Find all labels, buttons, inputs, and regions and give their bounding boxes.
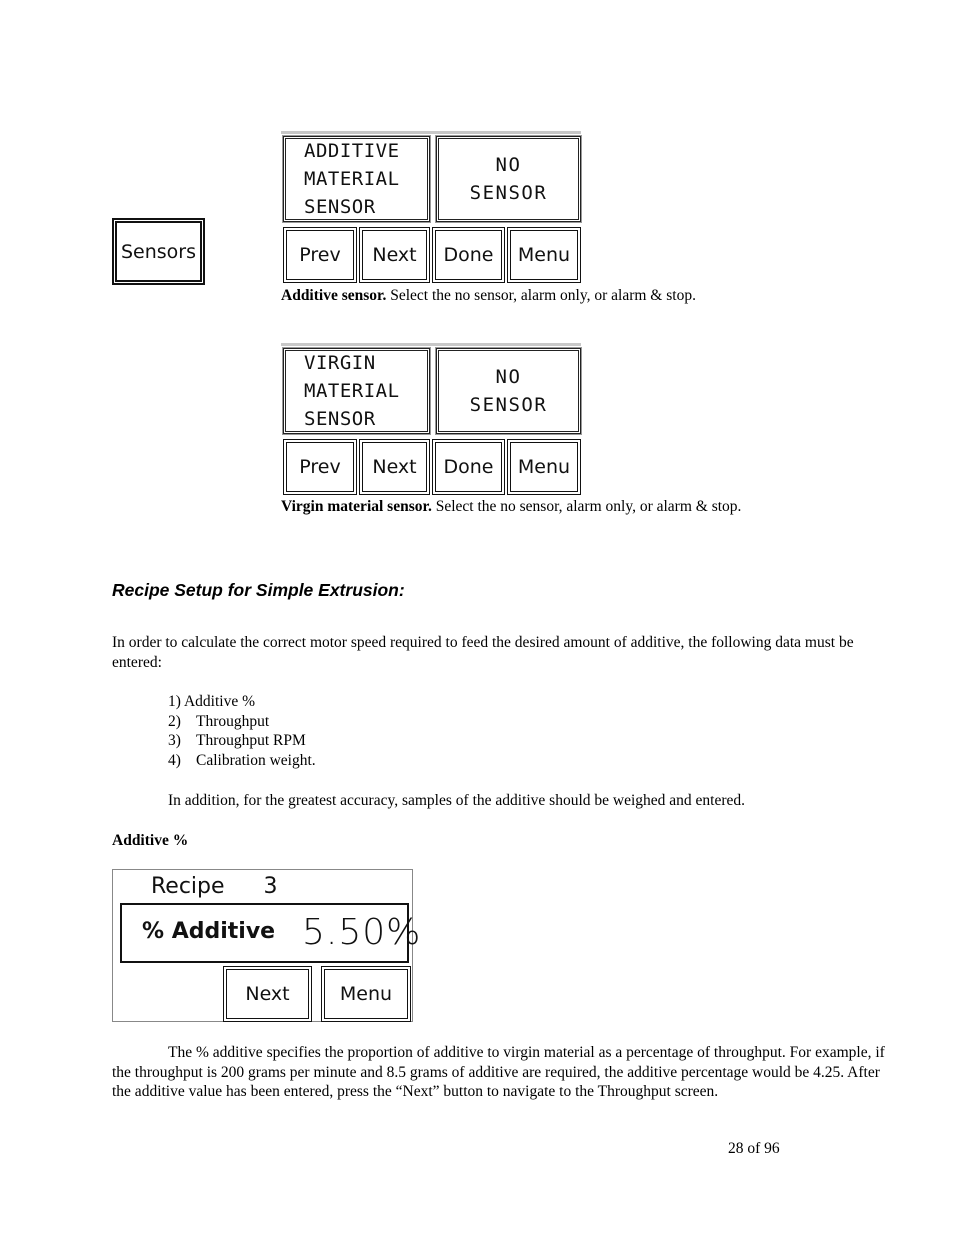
sensor-value-line: SENSOR bbox=[469, 182, 548, 204]
recipe-label: Recipe bbox=[151, 874, 225, 899]
sensors-button-label: Sensors bbox=[120, 240, 197, 263]
next-button-label: Next bbox=[372, 244, 417, 266]
additive-sensor-caption bbox=[281, 286, 696, 306]
section-heading: Recipe Setup for Simple Extrusion: bbox=[112, 580, 405, 600]
virgin-sensor-screen bbox=[281, 343, 581, 497]
page-number: 28 of 96 bbox=[728, 1140, 780, 1157]
recipe-number: 3 bbox=[263, 874, 278, 899]
caption-bold: Virgin material sensor. bbox=[281, 498, 432, 515]
list-number: 4) bbox=[168, 752, 181, 770]
menu-button[interactable] bbox=[507, 439, 581, 495]
list-text: Throughput bbox=[196, 712, 270, 730]
prev-button[interactable] bbox=[283, 227, 357, 283]
menu-button-label: Menu bbox=[517, 456, 571, 478]
sensor-value-line: NO bbox=[495, 154, 522, 176]
sensor-value-button[interactable] bbox=[436, 136, 581, 222]
done-button[interactable] bbox=[432, 227, 505, 283]
intro-paragraph: In order to calculate the correct motor speed required to feed the desired amount of additive, the following data must be entered: bbox=[112, 634, 854, 671]
done-button-label: Done bbox=[443, 244, 494, 266]
menu-button[interactable] bbox=[507, 227, 581, 283]
sensor-label-line: SENSOR bbox=[304, 408, 376, 430]
sensor-label-box bbox=[283, 136, 430, 222]
caption-text: Select the no sensor, alarm only, or alarm & stop. bbox=[431, 498, 742, 515]
sensor-label-line: MATERIAL bbox=[304, 380, 400, 402]
sensor-value-line: NO bbox=[495, 366, 522, 388]
field-label: % Additive bbox=[142, 919, 276, 944]
additive-heading: Additive % bbox=[112, 832, 189, 849]
done-button[interactable] bbox=[432, 439, 505, 495]
field-value: 5.50% bbox=[302, 912, 422, 953]
menu-button-label: Menu bbox=[517, 244, 571, 266]
next-button[interactable] bbox=[359, 439, 430, 495]
screen-top-bar bbox=[281, 343, 581, 346]
next-button-label: Next bbox=[372, 456, 417, 478]
data-list bbox=[168, 692, 316, 771]
sensor-value-line: SENSOR bbox=[469, 394, 548, 416]
menu-button[interactable] bbox=[321, 966, 411, 1022]
prev-button[interactable] bbox=[283, 439, 357, 495]
next-button[interactable] bbox=[359, 227, 430, 283]
menu-button-label: Menu bbox=[339, 983, 393, 1005]
recipe-title bbox=[151, 874, 278, 899]
accuracy-paragraph: In addition, for the greatest accuracy, samples of the additive should be weighed and entered. bbox=[168, 792, 746, 809]
list-item bbox=[168, 731, 316, 751]
done-button-label: Done bbox=[443, 456, 494, 478]
sensor-label-line: ADDITIVE bbox=[304, 140, 400, 162]
prev-button-label: Prev bbox=[299, 244, 341, 266]
list-number: 1) bbox=[168, 693, 181, 710]
list-number: 3) bbox=[168, 732, 181, 750]
list-number: 2) bbox=[168, 712, 181, 730]
additive-field[interactable] bbox=[120, 903, 422, 963]
list-text: Throughput RPM bbox=[196, 732, 306, 750]
recipe-screen bbox=[112, 869, 422, 1022]
list-text: Calibration weight. bbox=[196, 752, 316, 770]
sensor-label-line: MATERIAL bbox=[304, 168, 400, 190]
list-item bbox=[168, 751, 316, 771]
caption-text: Select the no sensor, alarm only, or alarm & stop. bbox=[386, 287, 696, 304]
additive-sensor-screen bbox=[281, 131, 581, 285]
next-button[interactable] bbox=[223, 966, 312, 1022]
sensor-label-box bbox=[283, 348, 430, 434]
sensor-label-line: SENSOR bbox=[304, 196, 376, 218]
screen-top-bar bbox=[281, 131, 581, 134]
prev-button-label: Prev bbox=[299, 456, 341, 478]
next-button-label: Next bbox=[245, 983, 290, 1005]
list-text: Additive % bbox=[183, 693, 255, 710]
caption-bold: Additive sensor. bbox=[281, 287, 387, 304]
sensor-value-button[interactable] bbox=[436, 348, 581, 434]
sensors-button[interactable] bbox=[112, 218, 205, 285]
list-item bbox=[168, 692, 316, 712]
virgin-sensor-caption bbox=[281, 497, 741, 517]
explanation-paragraph: The % additive specifies the proportion of additive to virgin material as a percentage of throughput. For example, if the throughput is 200 grams per minute and 8.5 grams of additive are required, the additive percentage would be 4.25. After the additive value has been entered, press the “Next” button to navigate to the Throughput screen. bbox=[112, 1044, 885, 1100]
sensor-label-line: VIRGIN bbox=[304, 352, 376, 374]
list-item bbox=[168, 712, 316, 732]
